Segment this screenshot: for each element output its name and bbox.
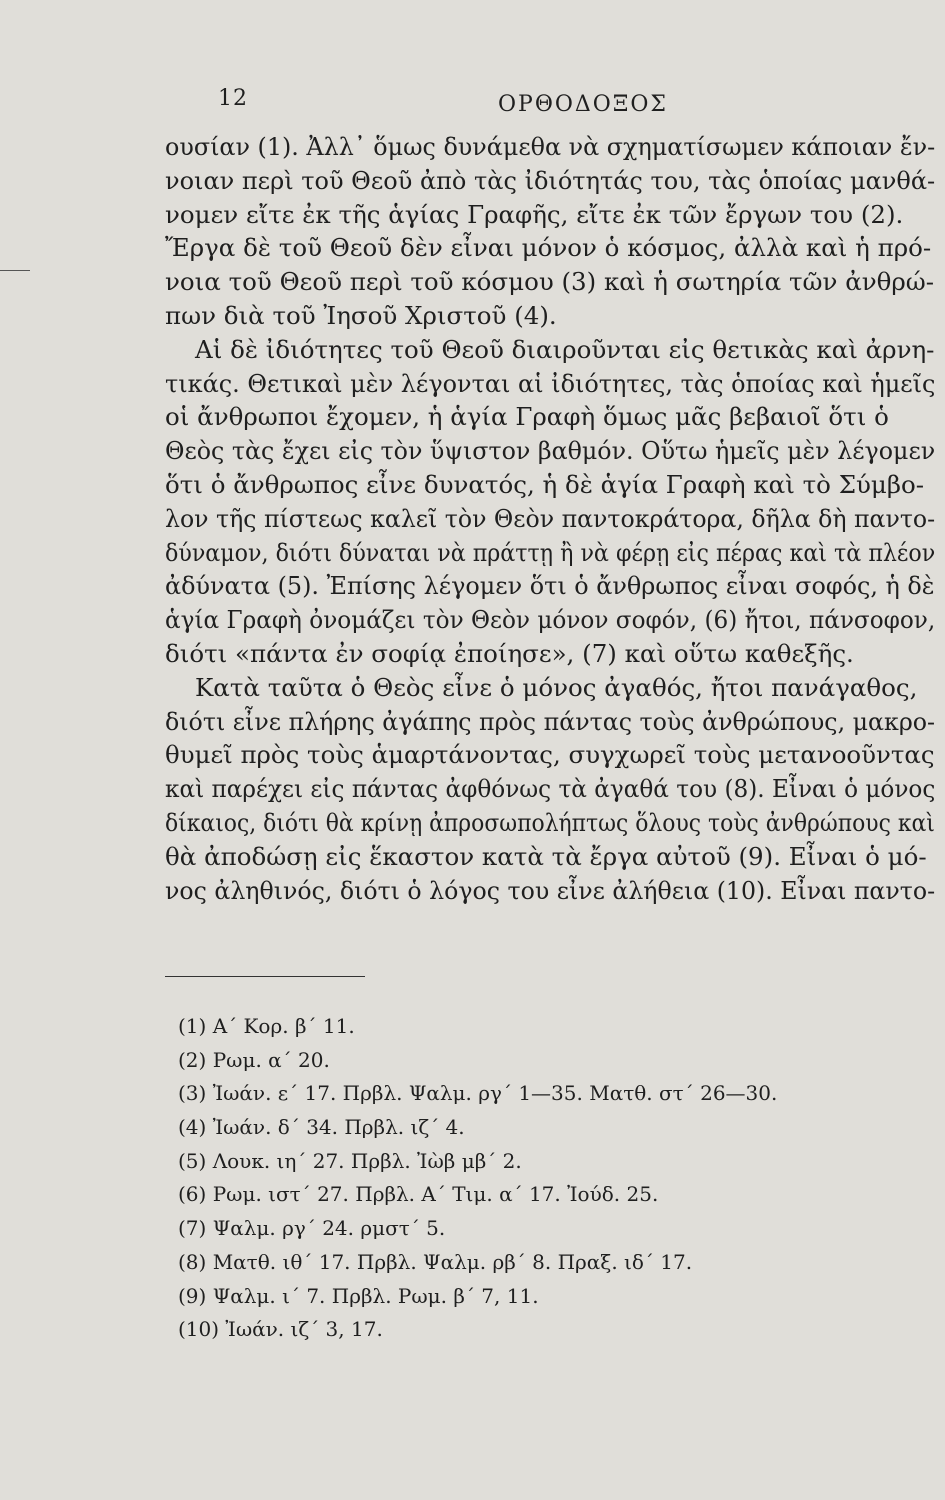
margin-mark [0, 270, 30, 271]
footnote-rule [165, 976, 365, 977]
footnote: (5) Λουκ. ιη΄ 27. Πρβλ. Ἰὼβ μβ΄ 2. [178, 1148, 522, 1173]
body-line: θυμεῖ πρὸς τοὺς ἁμαρτάνοντας, συγχωρεῖ τοὺς μετανοοῦντας [165, 740, 935, 770]
body-line: Κατὰ ταῦτα ὁ Θεὸς εἶνε ὁ μόνος ἀγαθός, ἤτοι πανάγαθος, [195, 672, 918, 702]
body-line: Θεὸς τὰς ἔχει εἰς τὸν ὕψιστον βαθμόν. Οὕτω ἡμεῖς μὲν λέγομεν [165, 436, 936, 466]
footnote: (9) Ψαλμ. ι΄ 7. Πρβλ. Ρωμ. β΄ 7, 11. [178, 1283, 539, 1308]
footnote: (7) Ψαλμ. ργ΄ 24. ρμστ΄ 5. [178, 1216, 446, 1241]
body-line: θὰ ἀποδώσῃ εἰς ἕκαστον κατὰ τὰ ἔργα αὐτοῦ (9). Εἶναι ὁ μό- [165, 841, 927, 871]
body-line: ουσίαν (1). Ἀλλ᾽ ὅμως δυνάμεθα νὰ σχηματίσωμεν κάποιαν ἔν- [165, 132, 936, 161]
footnote: (2) Ρωμ. α΄ 20. [178, 1047, 330, 1072]
footnote: (8) Ματθ. ιθ΄ 17. Πρβλ. Ψαλμ. ρβ΄ 8. Πραξ. ιδ΄ 17. [178, 1249, 693, 1274]
body-line: διότι «πάντα ἐν σοφίᾳ ἐποίησε», (7) καὶ οὕτω καθεξῆς. [165, 638, 854, 668]
body-line: δίκαιος, διότι θὰ κρίνῃ ἀπροσωπολήπτως ὅλους τοὺς ἀνθρώπους καὶ [165, 807, 935, 837]
body-line: Ἔργα δὲ τοῦ Θεοῦ δὲν εἶναι μόνον ὁ κόσμος, ἀλλὰ καὶ ἡ πρό- [165, 233, 932, 263]
body-line: τικάς. Θετικαὶ μὲν λέγονται αἱ ἰδιότητες, τὰς ὁποίας καὶ ἡμεῖς [165, 368, 936, 398]
page-number: 12 [218, 86, 248, 111]
body-line: Αἱ δὲ ἰδιότητες τοῦ Θεοῦ διαιροῦνται εἰς θετικὰς καὶ ἀρνη- [195, 334, 935, 364]
body-line: διότι εἶνε πλήρης ἀγάπης πρὸς πάντας τοὺς ἀνθρώπους, μακρο- [165, 706, 936, 736]
body-line: λον τῆς πίστεως καλεῖ τὸν Θεὸν παντοκράτορα, δῆλα δὴ παντο- [165, 503, 936, 533]
footnote: (4) Ἰωάν. δ΄ 34. Πρβλ. ιζ΄ 4. [178, 1115, 465, 1140]
body-line: πων διὰ τοῦ Ἰησοῦ Χριστοῦ (4). [165, 300, 557, 330]
footnote: (1) Α΄ Κορ. β΄ 11. [178, 1014, 355, 1038]
footnote: (6) Ρωμ. ιστ΄ 27. Πρβλ. Α΄ Τιμ. α΄ 17. Ἰούδ. 25. [178, 1182, 659, 1207]
body-line: δύναμον, διότι δύναται νὰ πράττῃ ἢ νὰ φέρῃ εἰς πέρας καὶ τὰ πλέον [165, 537, 936, 567]
footnotes [178, 1010, 898, 1347]
body-line: οἱ ἄνθρωποι ἔχομεν, ἡ ἁγία Γραφὴ ὅμως μᾶς βεβαιοῖ ὅτι ὁ [165, 402, 889, 432]
footnote: (10) Ἰωάν. ιζ΄ 3, 17. [178, 1317, 383, 1342]
body-line: νοιαν περὶ τοῦ Θεοῦ ἀπὸ τὰς ἰδιότητάς του, τὰς ὁποίας μανθά- [165, 165, 936, 195]
body-text [165, 130, 935, 907]
body-line: νος ἀληθινός, διότι ὁ λόγος του εἶνε ἀλήθεια (10). Εἶναι παντο- [165, 875, 936, 905]
body-line: νοια τοῦ Θεοῦ περὶ τοῦ κόσμου (3) καὶ ἡ σωτηρία τῶν ἀνθρώ- [165, 267, 935, 297]
body-line: καὶ παρέχει εἰς πάντας ἀφθόνως τὰ ἀγαθά του (8). Εἶναι ὁ μόνος [165, 774, 936, 804]
footnote: (3) Ἰωάν. ε΄ 17. Πρβλ. Ψαλμ. ργ΄ 1—35. Ματθ. στ΄ 26—30. [178, 1081, 778, 1106]
body-line: νομεν εἴτε ἐκ τῆς ἁγίας Γραφῆς, εἴτε ἐκ τῶν ἔργων του (2). [165, 199, 904, 229]
running-title: ΟΡΘΟΔΟΞΟΣ [498, 92, 668, 117]
body-line: ἁγία Γραφὴ ὀνομάζει τὸν Θεὸν μόνον σοφόν, (6) ἤτοι, πάνσοφον, [165, 605, 936, 635]
body-line: ὅτι ὁ ἄνθρωπος εἶνε δυνατός, ἡ δὲ ἁγία Γραφὴ καὶ τὸ Σύμβο- [165, 469, 925, 499]
body-line: ἀδύνατα (5). Ἐπίσης λέγομεν ὅτι ὁ ἄνθρωπος εἶναι σοφός, ἡ δὲ [165, 571, 935, 601]
